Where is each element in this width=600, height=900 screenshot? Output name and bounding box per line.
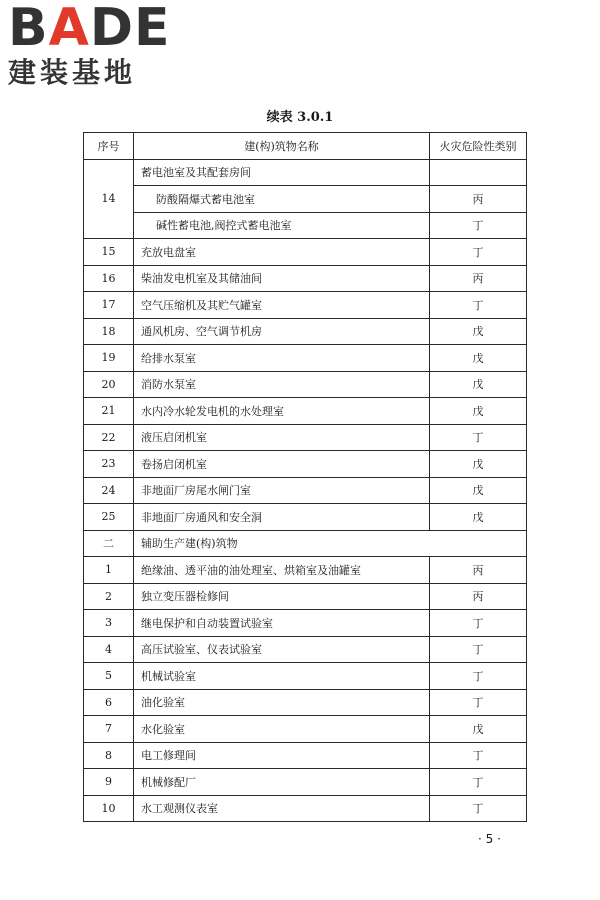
row-category: 丙: [430, 583, 527, 610]
row-category: 丁: [430, 795, 527, 822]
row-no: 10: [84, 795, 134, 822]
row-category: 丙: [430, 186, 527, 213]
row-no: 18: [84, 318, 134, 345]
logo-subtitle: 建装基地: [8, 56, 137, 89]
header-no: 序号: [84, 133, 134, 160]
table-row: [84, 318, 527, 345]
row-category: 戊: [430, 318, 527, 345]
row-name: 继电保护和自动装置试验室: [134, 610, 430, 637]
table-row: [84, 345, 527, 372]
table-row: [84, 504, 527, 531]
row-no: 15: [84, 239, 134, 266]
row-category: 丙: [430, 265, 527, 292]
table-row: [84, 583, 527, 610]
row-no: 9: [84, 769, 134, 796]
row-category: 丁: [430, 239, 527, 266]
row-no: 23: [84, 451, 134, 478]
table-row: [84, 398, 527, 425]
section-name: 辅助生产建(构)筑物: [134, 530, 527, 557]
table-row: [84, 795, 527, 822]
row-no: 1: [84, 557, 134, 584]
section-row: [84, 530, 527, 557]
table-row: [84, 716, 527, 743]
row-category: 丁: [430, 636, 527, 663]
row-category: [430, 159, 527, 186]
row-name: 独立变压器检修间: [134, 583, 430, 610]
row-name: 高压试验室、仪表试验室: [134, 636, 430, 663]
table-row: [84, 742, 527, 769]
table-row: [84, 371, 527, 398]
header-name: 建(构)筑物名称: [134, 133, 430, 160]
row-name: 通风机房、空气调节机房: [134, 318, 430, 345]
row-category: 丁: [430, 292, 527, 319]
row-name: 防酸隔爆式蓄电池室: [134, 186, 430, 213]
table-row: [84, 212, 527, 239]
row-name: 机械试验室: [134, 663, 430, 690]
row-name: 充放电盘室: [134, 239, 430, 266]
row-no: 21: [84, 398, 134, 425]
row-name: 油化验室: [134, 689, 430, 716]
row-name: 液压启闭机室: [134, 424, 430, 451]
page-number: · 5 ·: [478, 832, 501, 846]
row-no: 20: [84, 371, 134, 398]
table-row: [84, 265, 527, 292]
section-no: 二: [84, 530, 134, 557]
row-name: 碱性蓄电池,阀控式蓄电池室: [134, 212, 430, 239]
row-no: 6: [84, 689, 134, 716]
row-category: 戊: [430, 371, 527, 398]
row-name: 给排水泵室: [134, 345, 430, 372]
row-category: 丙: [430, 557, 527, 584]
row-no: 22: [84, 424, 134, 451]
table-row: [84, 292, 527, 319]
table-row: [84, 239, 527, 266]
row-name: 柴油发电机室及其储油间: [134, 265, 430, 292]
row-no: 4: [84, 636, 134, 663]
row-name: 非地面厂房尾水闸门室: [134, 477, 430, 504]
row-name: 水工观测仪表室: [134, 795, 430, 822]
table-row: [84, 663, 527, 690]
row-category: 戊: [430, 398, 527, 425]
row-no: 17: [84, 292, 134, 319]
row-name: 绝缘油、透平油的油处理室、烘箱室及油罐室: [134, 557, 430, 584]
row-category: 丁: [430, 769, 527, 796]
table-caption: 续表 3.0.1: [266, 110, 334, 125]
row-name: 蓄电池室及其配套房间: [134, 159, 430, 186]
row-no: 14: [84, 159, 134, 239]
row-no: 25: [84, 504, 134, 531]
row-category: 丁: [430, 424, 527, 451]
fire-hazard-table: [83, 132, 527, 822]
table-row: [84, 477, 527, 504]
row-name: 电工修理间: [134, 742, 430, 769]
row-category: 丁: [430, 742, 527, 769]
row-category: 丁: [430, 689, 527, 716]
row-name: 机械修配厂: [134, 769, 430, 796]
row-no: 3: [84, 610, 134, 637]
bade-logo: [8, 2, 171, 90]
row-name: 空气压缩机及其贮气罐室: [134, 292, 430, 319]
row-name: 消防水泵室: [134, 371, 430, 398]
row-category: 戊: [430, 345, 527, 372]
table-row: [84, 159, 527, 186]
row-category: 丁: [430, 610, 527, 637]
row-name: 卷扬启闭机室: [134, 451, 430, 478]
table-header-row: [84, 133, 527, 160]
table-row: [84, 636, 527, 663]
row-category: 丁: [430, 212, 527, 239]
table-row: [84, 557, 527, 584]
row-no: 16: [84, 265, 134, 292]
table-row: [84, 451, 527, 478]
row-category: 戊: [430, 504, 527, 531]
row-name: 非地面厂房通风和安全洞: [134, 504, 430, 531]
row-no: 8: [84, 742, 134, 769]
row-category: 戊: [430, 451, 527, 478]
table-row: [84, 610, 527, 637]
row-no: 5: [84, 663, 134, 690]
row-no: 24: [84, 477, 134, 504]
table-row: [84, 689, 527, 716]
row-no: 7: [84, 716, 134, 743]
table-row: [84, 769, 527, 796]
header-category: 火灾危险性类别: [430, 133, 527, 160]
row-no: 2: [84, 583, 134, 610]
table-row: [84, 424, 527, 451]
table-row: [84, 186, 527, 213]
row-category: 戊: [430, 477, 527, 504]
row-name: 水内冷水轮发电机的水处理室: [134, 398, 430, 425]
row-category: 戊: [430, 716, 527, 743]
row-category: 丁: [430, 663, 527, 690]
row-name: 水化验室: [134, 716, 430, 743]
row-no: 19: [84, 345, 134, 372]
logo-brand: BADE: [8, 0, 171, 58]
